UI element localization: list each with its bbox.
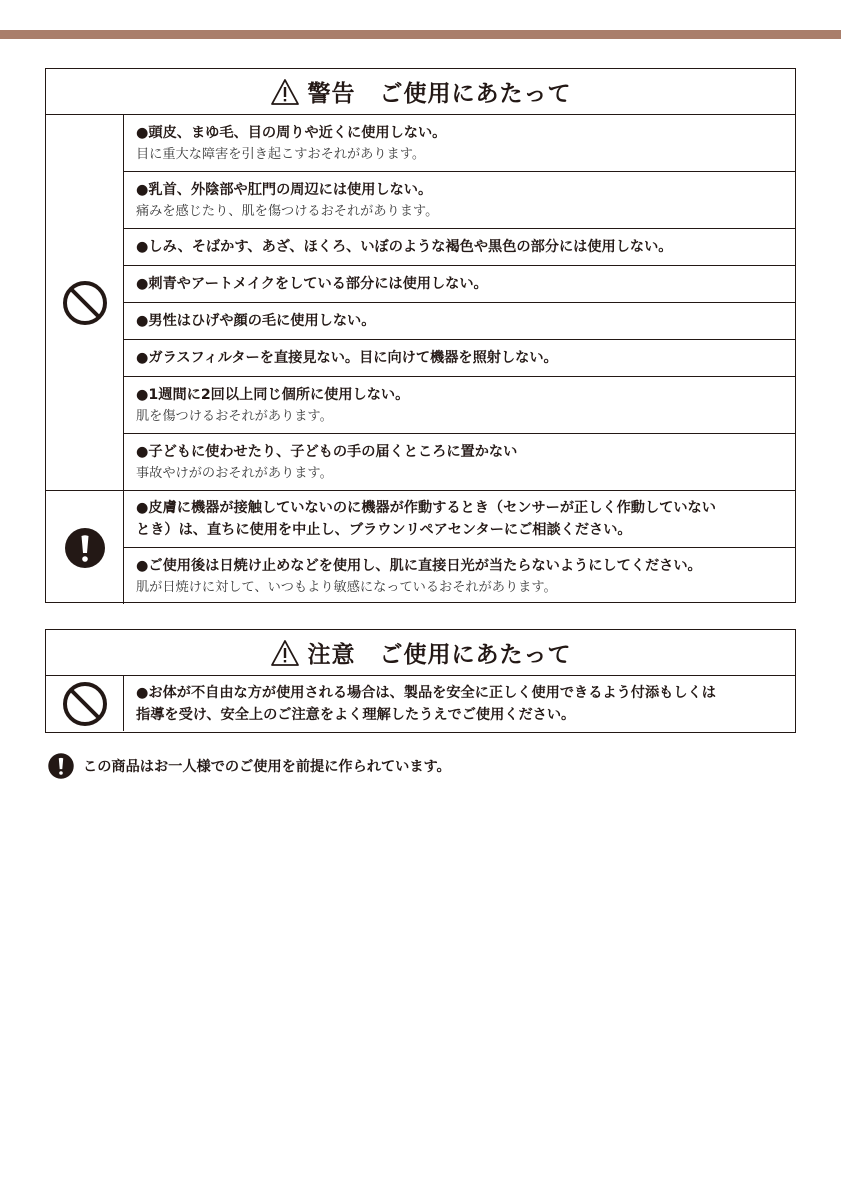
warning-title: 警告 ご使用にあたって bbox=[307, 81, 572, 107]
list-item: ●しみ、そばかす、あざ、ほくろ、いぼのような褐色や黒色の部分には使用しない。 bbox=[124, 229, 795, 266]
warning-mandatory-group bbox=[46, 491, 795, 604]
caution-section bbox=[45, 629, 796, 733]
usage-note bbox=[47, 752, 451, 780]
mandatory-exclamation-icon bbox=[46, 491, 124, 604]
warning-triangle-icon bbox=[270, 78, 300, 106]
prohibition-icon bbox=[46, 676, 124, 731]
warning-section bbox=[45, 68, 796, 603]
list-item: ●ご使用後は日焼け止めなどを使用し、肌に直接日光が当たらないようにしてください。 肌が日焼けに対して、いつもより敏感になっているおそれがあります。 bbox=[136, 557, 702, 595]
list-item: ●頭皮、まゆ毛、目の周りや近くに使用しない。 目に重大な障害を引き起こすおそれがあります。 bbox=[124, 115, 795, 172]
caution-prohibited-group bbox=[46, 676, 795, 731]
list-item: ●子どもに使わせたり、子どもの手の届くところに置かない 事故やけがのおそれがあります。 bbox=[136, 443, 518, 481]
mandatory-exclamation-icon bbox=[47, 752, 75, 780]
list-item: ●お体が不自由な方が使用される場合は、製品を安全に正しく使用できるよう付添もしくは 指導を受け、安全上のご注意をよく理解したうえでご使用ください。 bbox=[136, 684, 716, 723]
list-item: ●男性はひげや顔の毛に使用しない。 bbox=[124, 303, 795, 340]
list-item: ●皮膚に機器が接触していないのに機器が作動するとき（センサーが正しく作動していない とき）は、直ちに使用を中止し、ブラウンリペアセンターにご相談ください。 bbox=[124, 491, 795, 548]
list-item: ●ガラスフィルターを直接見ない。目に向けて機器を照射しない。 bbox=[124, 340, 795, 377]
warning-prohibited-group bbox=[46, 115, 795, 491]
top-accent-rule bbox=[0, 30, 841, 39]
warning-header bbox=[46, 69, 795, 115]
list-item: ●1週間に2回以上同じ個所に使用しない。 肌を傷つけるおそれがあります。 bbox=[124, 377, 795, 434]
prohibition-icon bbox=[46, 115, 124, 490]
caution-title: 注意 ご使用にあたって bbox=[307, 642, 572, 668]
list-item: ●刺青やアートメイクをしている部分には使用しない。 bbox=[124, 266, 795, 303]
warning-triangle-icon bbox=[270, 639, 300, 667]
caution-header bbox=[46, 630, 795, 676]
list-item: ●乳首、外陰部や肛門の周辺には使用しない。 痛みを感じたり、肌を傷つけるおそれがあります。 bbox=[124, 172, 795, 229]
note-text: この商品はお一人様でのご使用を前提に作られています。 bbox=[83, 759, 451, 775]
